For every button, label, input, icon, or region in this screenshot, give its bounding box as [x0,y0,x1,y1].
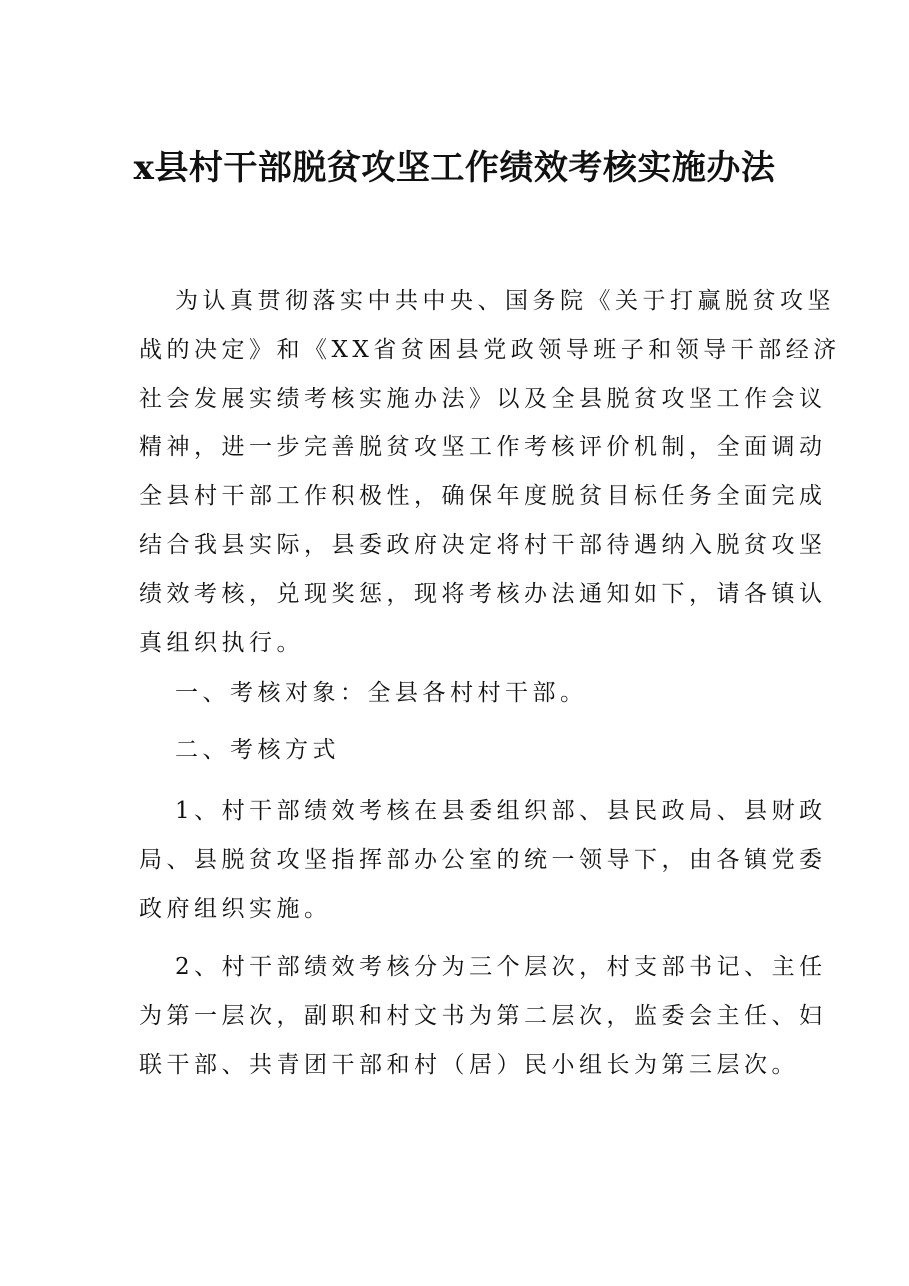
paragraph-line: 1、村干部绩效考核在县委组织部、县民政局、县财政 [175,798,827,824]
paragraph-line: 政府组织实施。 [139,895,332,922]
paragraph-line: 联干部、共青团干部和村（居）民小组长为第三层次。 [139,1051,799,1078]
paragraph-line: 2、村干部绩效考核分为三个层次，村支部书记、主任 [175,954,827,980]
paragraph-line: 为认真贯彻落实中共中央、国务院《关于打赢脱贫攻坚 [175,288,835,314]
section-heading-method [139,726,771,775]
paragraph-line: 真组织执行。 [139,629,304,656]
paragraph-line: 局、县脱贫攻坚指挥部办公室的统一领导下，由各镇党委 [139,846,827,873]
paragraph-line: 结合我县实际，县委政府决定将村干部待遇纳入脱贫攻坚 [139,531,827,558]
paragraph-line: 绩效考核，兑现奖惩，现将考核办法通知如下，请各镇认 [139,580,827,607]
paragraph-line: 全县村干部工作积极性，确保年度脱贫目标任务全面完成 [139,483,827,510]
paragraph-item-2 [139,943,827,1089]
paragraph-line: 战的决定》和《XX省贫困县党政领导班子和领导干部经济 [139,336,841,363]
section-heading-targets [139,669,771,718]
paragraph-line: 一、考核对象：全县各村村干部。 [175,680,588,706]
paragraph-line: 为第一层次，副职和村文书为第二层次，监委会主任、妇 [139,1002,827,1029]
paragraph-line: 精神，进一步完善脱贫攻坚工作考核评价机制，全面调动 [139,434,827,461]
paragraph-line: 二、考核方式 [175,737,340,763]
paragraph-line: 社会发展实绩考核实施办法》以及全县脱贫攻坚工作会议 [139,385,827,412]
document-title: x县村干部脱贫攻坚工作绩效考核实施办法 [133,148,776,188]
paragraph-item-1 [139,787,827,933]
paragraph-preamble [139,277,841,667]
